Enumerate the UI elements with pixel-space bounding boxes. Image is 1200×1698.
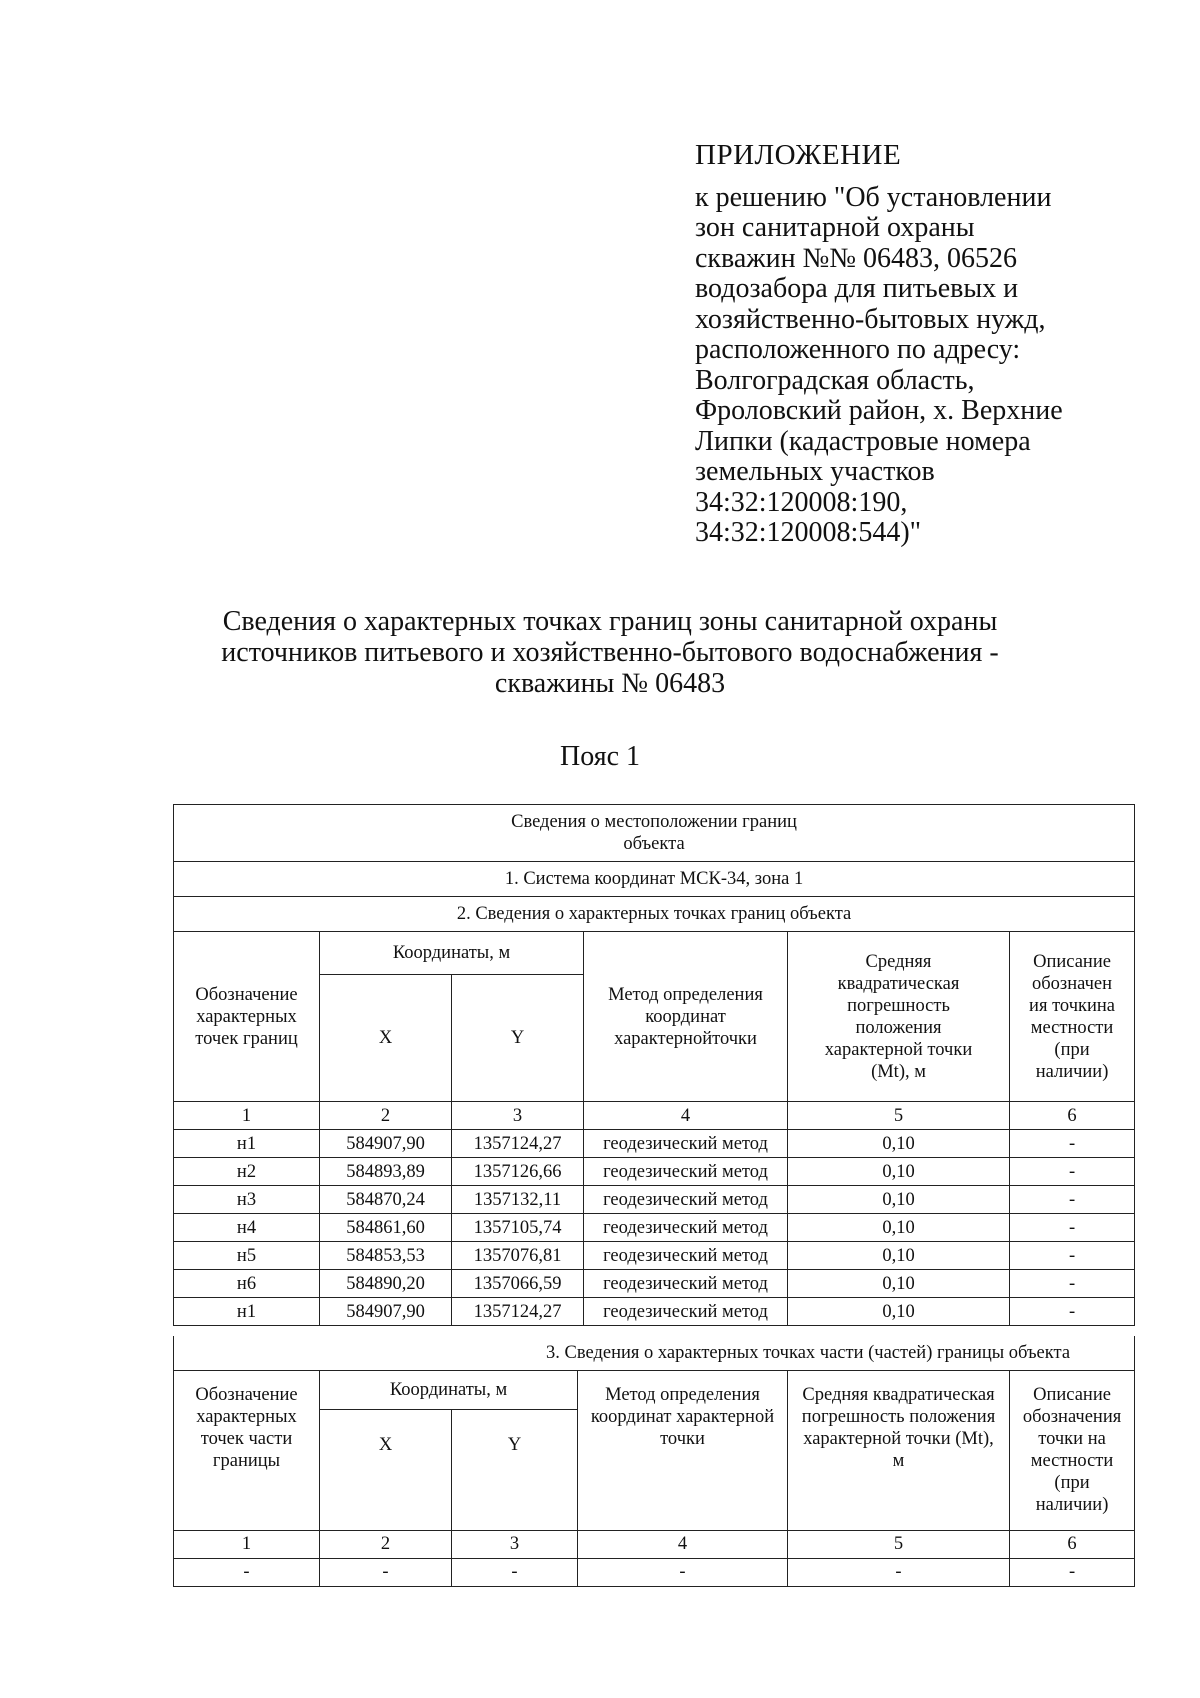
point-cell: н1	[174, 1298, 320, 1326]
header-line: Сведения о местоположении границ	[511, 812, 797, 832]
appendix-line: 34:32:120008:190,	[695, 486, 908, 518]
appendix-line: 34:32:120008:544)"	[695, 517, 922, 548]
y-cell: 1357126,66	[452, 1158, 584, 1186]
method-cell: геодезический метод	[584, 1130, 788, 1158]
spacer	[178, 1472, 315, 1516]
header-line: местности	[1030, 1451, 1114, 1471]
belt-heading: Пояс 1	[560, 741, 640, 772]
error-cell: -	[788, 1558, 1010, 1586]
header-line: границы	[212, 1451, 281, 1471]
error-cell: 0,10	[788, 1158, 1010, 1186]
x-cell: -	[320, 1558, 452, 1586]
description-cell: -	[1010, 1214, 1135, 1242]
error-cell: 0,10	[788, 1242, 1010, 1270]
error-cell: 0,10	[788, 1270, 1010, 1298]
x-cell: 584907,90	[320, 1130, 452, 1158]
error-cell: 0,10	[788, 1214, 1010, 1242]
y-cell: 1357066,59	[452, 1270, 584, 1298]
header-line: Описание	[1033, 951, 1111, 972]
table-header-row	[174, 1336, 1135, 1370]
appendix-line: Волгоградская область,	[695, 364, 975, 396]
point-header	[174, 1370, 320, 1530]
header-line: (при	[1054, 1039, 1090, 1060]
y-header: Y	[452, 1409, 578, 1530]
description-cell: -	[1010, 1186, 1135, 1214]
table-row	[174, 1242, 1135, 1270]
method-cell: геодезический метод	[584, 1214, 788, 1242]
error-cell: 0,10	[788, 1186, 1010, 1214]
spacer	[792, 1472, 1005, 1516]
header-line: обозначения	[1022, 1407, 1122, 1427]
header-line: Метод определения	[605, 1385, 760, 1405]
column-number: 6	[1010, 1102, 1135, 1130]
header-line: характернойточки	[614, 1028, 757, 1049]
point-cell: н5	[174, 1242, 320, 1270]
header-line: точек границ	[195, 1028, 298, 1049]
table-row	[174, 1158, 1135, 1186]
description-cell: -	[1010, 1270, 1135, 1298]
header-line: м	[892, 1451, 905, 1471]
column-number: 5	[788, 1102, 1010, 1130]
point-cell: н3	[174, 1186, 320, 1214]
description-header	[1010, 932, 1135, 1102]
x-cell: 584870,24	[320, 1186, 452, 1214]
table-row	[174, 1186, 1135, 1214]
x-header: X	[320, 1409, 452, 1530]
column-number: 1	[174, 1530, 320, 1558]
method-header	[578, 1370, 788, 1530]
method-cell: геодезический метод	[584, 1242, 788, 1270]
description-cell: -	[1010, 1298, 1135, 1326]
x-cell: 584890,20	[320, 1270, 452, 1298]
header-line: погрешность положения	[801, 1407, 996, 1427]
column-number: 4	[578, 1530, 788, 1558]
header-line: (Mt), м	[871, 1061, 926, 1082]
y-cell: 1357076,81	[452, 1242, 584, 1270]
column-number-row	[174, 1530, 1135, 1558]
column-number: 2	[320, 1102, 452, 1130]
section-title-cell: 2. Сведения о характерных точках границ объекта	[174, 897, 1135, 932]
column-header-row	[174, 1370, 1135, 1409]
header-line: положения	[855, 1017, 942, 1038]
y-cell: 1357124,27	[452, 1130, 584, 1158]
y-cell: 1357124,27	[452, 1298, 584, 1326]
method-cell: геодезический метод	[584, 1186, 788, 1214]
boundary-part-points-table	[173, 1336, 1135, 1587]
y-cell: 1357105,74	[452, 1214, 584, 1242]
table-header-row	[174, 862, 1135, 897]
table-row	[174, 1298, 1135, 1326]
x-cell: 584853,53	[320, 1242, 452, 1270]
appendix-line: к решению "Об установлении	[695, 181, 1052, 213]
column-number: 1	[174, 1102, 320, 1130]
description-cell: -	[1010, 1242, 1135, 1270]
header-line: объекта	[623, 834, 685, 854]
x-cell: 584907,90	[320, 1298, 452, 1326]
appendix-line: расположенного по адресу:	[695, 334, 1021, 365]
description-cell: -	[1010, 1130, 1135, 1158]
y-cell: -	[452, 1558, 578, 1586]
x-cell: 584893,89	[320, 1158, 452, 1186]
coord-system-cell: 1. Система координат МСК-34, зона 1	[174, 862, 1135, 897]
header-line: квадратическая	[837, 973, 960, 994]
column-number: 3	[452, 1102, 584, 1130]
header-line: наличии)	[1035, 1495, 1109, 1515]
appendix-title: ПРИЛОЖЕНИЕ	[695, 139, 902, 171]
y-header: Y	[452, 975, 584, 1102]
point-cell: н1	[174, 1130, 320, 1158]
method-cell: -	[578, 1558, 788, 1586]
coords-header: Координаты, м	[320, 932, 584, 975]
column-number: 6	[1010, 1530, 1135, 1558]
method-cell: геодезический метод	[584, 1158, 788, 1186]
appendix-line: скважин №№ 06483, 06526	[695, 242, 1018, 274]
description-cell: -	[1010, 1558, 1135, 1586]
document-title-line: источников питьевого и хозяйственно-бытового водоснабжения -	[221, 637, 999, 668]
error-cell: 0,10	[788, 1130, 1010, 1158]
appendix-line: водозабора для питьевых и	[695, 273, 1019, 304]
column-number: 3	[452, 1530, 578, 1558]
table-row	[174, 1214, 1135, 1242]
x-header: X	[320, 975, 452, 1102]
header-line: наличии)	[1035, 1061, 1109, 1082]
header-line: характерных	[196, 1407, 297, 1427]
description-cell: -	[1010, 1158, 1135, 1186]
coords-header: Координаты, м	[320, 1370, 578, 1409]
document-title-line: скважины № 06483	[494, 668, 726, 699]
header-line: точек части	[200, 1429, 293, 1449]
document-title	[180, 606, 1040, 699]
point-header	[174, 932, 320, 1102]
header-line: обозначен	[1032, 973, 1113, 994]
point-cell: -	[174, 1558, 320, 1586]
header-line: характерной точки (Mt),	[803, 1429, 994, 1449]
column-number: 2	[320, 1530, 452, 1558]
header-line: (при	[1054, 1473, 1090, 1493]
header-line: ия точкина	[1029, 995, 1115, 1016]
table-row	[174, 1558, 1135, 1586]
appendix-line: Липки (кадастровые номера	[695, 425, 1031, 457]
column-number: 4	[584, 1102, 788, 1130]
y-cell: 1357132,11	[452, 1186, 584, 1214]
header-line: Средняя	[865, 951, 932, 972]
boundary-points-table	[173, 804, 1135, 1326]
header-line: местности	[1030, 1017, 1114, 1038]
point-cell: н4	[174, 1214, 320, 1242]
error-cell: 0,10	[788, 1298, 1010, 1326]
column-number-row	[174, 1102, 1135, 1130]
error-header	[788, 932, 1010, 1102]
point-cell: н2	[174, 1158, 320, 1186]
header-line: координат характерной	[590, 1407, 775, 1427]
header-line: Описание	[1033, 1385, 1111, 1405]
section-title-cell: 3. Сведения о характерных точках части (частей) границы объекта	[174, 1336, 1135, 1370]
appendix-line: зон санитарной охраны	[695, 212, 975, 243]
table-header-row	[174, 805, 1135, 862]
header-line: Средняя квадратическая	[802, 1385, 995, 1405]
method-header	[584, 932, 788, 1102]
header-line: характерных	[196, 1006, 297, 1027]
column-header-row	[174, 932, 1135, 975]
error-header	[788, 1370, 1010, 1530]
table-row	[174, 1130, 1135, 1158]
header-line: Обозначение	[195, 1385, 298, 1405]
header-line: характерной точки	[824, 1039, 973, 1060]
table-header-row	[174, 897, 1135, 932]
point-cell: н6	[174, 1270, 320, 1298]
method-cell: геодезический метод	[584, 1298, 788, 1326]
description-header	[1010, 1370, 1135, 1530]
appendix-block	[695, 140, 1135, 549]
header-line: точки	[660, 1429, 705, 1449]
appendix-line: хозяйственно-бытовых нужд,	[695, 303, 1046, 335]
header-line: координат	[645, 1006, 726, 1027]
method-cell: геодезический метод	[584, 1270, 788, 1298]
column-number: 5	[788, 1530, 1010, 1558]
spacer	[582, 1450, 783, 1516]
x-cell: 584861,60	[320, 1214, 452, 1242]
header-line: точки на	[1038, 1429, 1106, 1449]
header-line: Обозначение	[195, 984, 298, 1005]
appendix-line: земельных участков	[695, 456, 935, 487]
document-title-line: Сведения о характерных точках границ зоны санитарной охраны	[222, 606, 998, 637]
appendix-line: Фроловский район, х. Верхние	[695, 395, 1063, 426]
header-line: Метод определения	[608, 984, 763, 1005]
location-header-cell	[174, 805, 1135, 862]
table-row	[174, 1270, 1135, 1298]
header-line: погрешность	[847, 995, 950, 1016]
